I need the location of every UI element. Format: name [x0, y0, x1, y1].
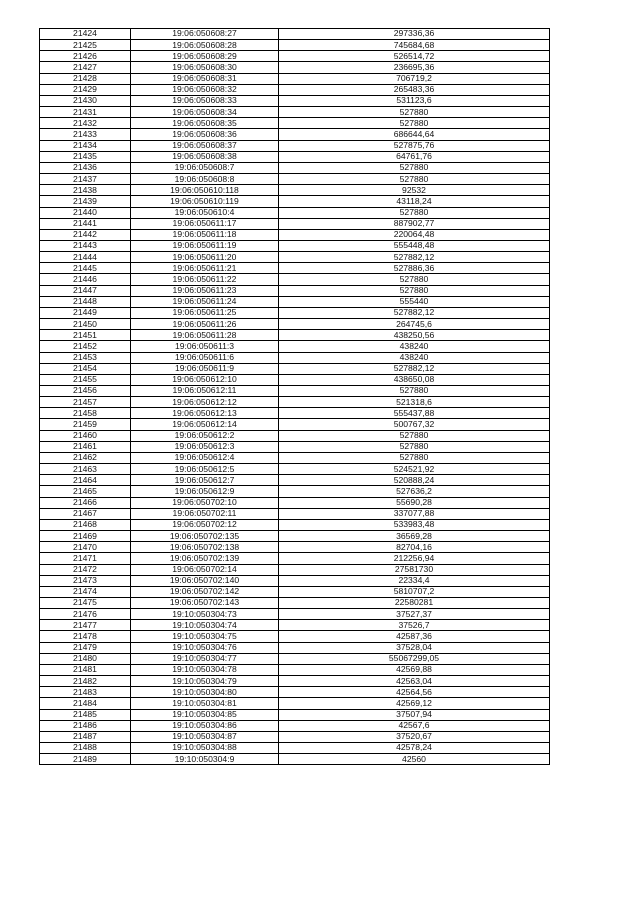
row-number-cell: 21429 — [40, 84, 131, 95]
value-cell: 220064,48 — [279, 229, 550, 240]
value-cell: 42578,24 — [279, 743, 550, 754]
row-number-cell: 21425 — [40, 40, 131, 51]
cadastral-value-table — [39, 28, 550, 765]
value-cell: 527880 — [279, 285, 550, 296]
cadastral-number-cell: 19:06:050702:142 — [131, 586, 279, 597]
table-row — [40, 129, 550, 140]
cadastral-number-cell: 19:06:050612:5 — [131, 464, 279, 475]
value-cell: 265483,36 — [279, 84, 550, 95]
value-cell: 42560 — [279, 754, 550, 765]
row-number-cell: 21441 — [40, 218, 131, 229]
row-number-cell: 21439 — [40, 196, 131, 207]
cadastral-number-cell: 19:10:050304:80 — [131, 687, 279, 698]
table-row — [40, 207, 550, 218]
cadastral-number-cell: 19:06:050702:135 — [131, 531, 279, 542]
table-row — [40, 62, 550, 73]
row-number-cell: 21458 — [40, 408, 131, 419]
value-cell: 555448,48 — [279, 240, 550, 251]
row-number-cell: 21477 — [40, 620, 131, 631]
row-number-cell: 21450 — [40, 319, 131, 330]
row-number-cell: 21479 — [40, 642, 131, 653]
table-row — [40, 285, 550, 296]
row-number-cell: 21464 — [40, 475, 131, 486]
table-row — [40, 107, 550, 118]
value-cell: 887902,77 — [279, 218, 550, 229]
table-row — [40, 352, 550, 363]
table-row — [40, 642, 550, 653]
table-row — [40, 720, 550, 731]
row-number-cell: 21480 — [40, 653, 131, 664]
value-cell: 745684,68 — [279, 40, 550, 51]
cadastral-number-cell: 19:06:050610:118 — [131, 185, 279, 196]
value-cell: 22580281 — [279, 597, 550, 608]
table-row — [40, 475, 550, 486]
value-cell: 533983,48 — [279, 519, 550, 530]
cadastral-number-cell: 19:06:050610:119 — [131, 196, 279, 207]
value-cell: 37520,67 — [279, 731, 550, 742]
row-number-cell: 21459 — [40, 419, 131, 430]
table-row — [40, 731, 550, 742]
table-row — [40, 330, 550, 341]
cadastral-number-cell: 19:10:050304:79 — [131, 676, 279, 687]
table-row — [40, 754, 550, 765]
cadastral-number-cell: 19:10:050304:78 — [131, 664, 279, 675]
row-number-cell: 21475 — [40, 597, 131, 608]
row-number-cell: 21437 — [40, 174, 131, 185]
value-cell: 527886,36 — [279, 263, 550, 274]
value-cell: 297336,36 — [279, 29, 550, 40]
table-row — [40, 698, 550, 709]
row-number-cell: 21426 — [40, 51, 131, 62]
cadastral-number-cell: 19:10:050304:74 — [131, 620, 279, 631]
cadastral-number-cell: 19:06:050702:140 — [131, 575, 279, 586]
value-cell: 555440 — [279, 296, 550, 307]
cadastral-number-cell: 19:06:050611:26 — [131, 319, 279, 330]
value-cell: 22334,4 — [279, 575, 550, 586]
row-number-cell: 21472 — [40, 564, 131, 575]
value-cell: 527875,76 — [279, 140, 550, 151]
value-cell: 526514,72 — [279, 51, 550, 62]
value-cell: 527880 — [279, 162, 550, 173]
table-row — [40, 620, 550, 631]
row-number-cell: 21444 — [40, 252, 131, 263]
row-number-cell: 21447 — [40, 285, 131, 296]
table-row — [40, 597, 550, 608]
table-row — [40, 218, 550, 229]
table-row — [40, 118, 550, 129]
table-row — [40, 486, 550, 497]
table-row — [40, 84, 550, 95]
value-cell: 212256,94 — [279, 553, 550, 564]
table-row — [40, 441, 550, 452]
value-cell: 524521,92 — [279, 464, 550, 475]
cadastral-number-cell: 19:06:050611:18 — [131, 229, 279, 240]
cadastral-number-cell: 19:06:050608:38 — [131, 151, 279, 162]
table-row — [40, 307, 550, 318]
table-row — [40, 419, 550, 430]
cadastral-number-cell: 19:10:050304:9 — [131, 754, 279, 765]
value-cell: 42567,6 — [279, 720, 550, 731]
row-number-cell: 21446 — [40, 274, 131, 285]
table-row — [40, 174, 550, 185]
table-row — [40, 29, 550, 40]
row-number-cell: 21471 — [40, 553, 131, 564]
cadastral-number-cell: 19:06:050610:4 — [131, 207, 279, 218]
value-cell: 527636,2 — [279, 486, 550, 497]
cadastral-number-cell: 19:06:050612:14 — [131, 419, 279, 430]
value-cell: 527880 — [279, 386, 550, 397]
value-cell: 337077,88 — [279, 508, 550, 519]
cadastral-number-cell: 19:06:050611:24 — [131, 296, 279, 307]
cadastral-number-cell: 19:06:050608:32 — [131, 84, 279, 95]
table-row — [40, 341, 550, 352]
cadastral-number-cell: 19:06:050608:34 — [131, 107, 279, 118]
value-cell: 521318,6 — [279, 397, 550, 408]
row-number-cell: 21440 — [40, 207, 131, 218]
table-row — [40, 51, 550, 62]
cadastral-number-cell: 19:06:050611:19 — [131, 240, 279, 251]
value-cell: 527880 — [279, 107, 550, 118]
cadastral-number-cell: 19:06:050612:10 — [131, 374, 279, 385]
cadastral-number-cell: 19:06:050702:14 — [131, 564, 279, 575]
row-number-cell: 21452 — [40, 341, 131, 352]
row-number-cell: 21431 — [40, 107, 131, 118]
row-number-cell: 21489 — [40, 754, 131, 765]
row-number-cell: 21454 — [40, 363, 131, 374]
row-number-cell: 21424 — [40, 29, 131, 40]
table-row — [40, 185, 550, 196]
cadastral-number-cell: 19:06:050612:4 — [131, 452, 279, 463]
value-cell: 37528,04 — [279, 642, 550, 653]
row-number-cell: 21432 — [40, 118, 131, 129]
table-row — [40, 631, 550, 642]
cadastral-number-cell: 19:06:050702:139 — [131, 553, 279, 564]
value-cell: 55067299,05 — [279, 653, 550, 664]
cadastral-number-cell: 19:06:050611:28 — [131, 330, 279, 341]
table-row — [40, 319, 550, 330]
value-cell: 527880 — [279, 452, 550, 463]
value-cell: 42569,12 — [279, 698, 550, 709]
cadastral-number-cell: 19:06:050608:29 — [131, 51, 279, 62]
row-number-cell: 21474 — [40, 586, 131, 597]
table-row — [40, 542, 550, 553]
cadastral-number-cell: 19:06:050611:22 — [131, 274, 279, 285]
cadastral-number-cell: 19:10:050304:85 — [131, 709, 279, 720]
table-row — [40, 553, 550, 564]
value-cell: 531123,6 — [279, 95, 550, 106]
row-number-cell: 21467 — [40, 508, 131, 519]
table-row — [40, 95, 550, 106]
value-cell: 500767,32 — [279, 419, 550, 430]
table-row — [40, 709, 550, 720]
value-cell: 37527,37 — [279, 609, 550, 620]
cadastral-number-cell: 19:06:050612:9 — [131, 486, 279, 497]
cadastral-number-cell: 19:06:050608:31 — [131, 73, 279, 84]
cadastral-number-cell: 19:10:050304:81 — [131, 698, 279, 709]
cadastral-number-cell: 19:06:050612:13 — [131, 408, 279, 419]
cadastral-number-cell: 19:06:050612:12 — [131, 397, 279, 408]
value-cell: 82704,16 — [279, 542, 550, 553]
table-row — [40, 274, 550, 285]
row-number-cell: 21476 — [40, 609, 131, 620]
table-row — [40, 363, 550, 374]
table-row — [40, 609, 550, 620]
cadastral-number-cell: 19:06:050611:9 — [131, 363, 279, 374]
cadastral-number-cell: 19:06:050611:3 — [131, 341, 279, 352]
value-cell: 527880 — [279, 430, 550, 441]
row-number-cell: 21435 — [40, 151, 131, 162]
row-number-cell: 21428 — [40, 73, 131, 84]
cadastral-number-cell: 19:06:050702:10 — [131, 497, 279, 508]
table-body — [40, 29, 550, 765]
value-cell: 527880 — [279, 118, 550, 129]
row-number-cell: 21434 — [40, 140, 131, 151]
cadastral-number-cell: 19:06:050611:6 — [131, 352, 279, 363]
row-number-cell: 21451 — [40, 330, 131, 341]
cadastral-number-cell: 19:10:050304:76 — [131, 642, 279, 653]
row-number-cell: 21460 — [40, 430, 131, 441]
table-row — [40, 162, 550, 173]
value-cell: 686644,64 — [279, 129, 550, 140]
row-number-cell: 21433 — [40, 129, 131, 140]
table-row — [40, 452, 550, 463]
value-cell: 43118,24 — [279, 196, 550, 207]
cadastral-number-cell: 19:06:050608:33 — [131, 95, 279, 106]
cadastral-number-cell: 19:06:050608:37 — [131, 140, 279, 151]
table-row — [40, 140, 550, 151]
cadastral-number-cell: 19:10:050304:88 — [131, 743, 279, 754]
table-row — [40, 73, 550, 84]
value-cell: 527882,12 — [279, 252, 550, 263]
row-number-cell: 21465 — [40, 486, 131, 497]
row-number-cell: 21463 — [40, 464, 131, 475]
value-cell: 438250,56 — [279, 330, 550, 341]
table-row — [40, 687, 550, 698]
value-cell: 520888,24 — [279, 475, 550, 486]
row-number-cell: 21486 — [40, 720, 131, 731]
cadastral-number-cell: 19:06:050702:143 — [131, 597, 279, 608]
cadastral-number-cell: 19:06:050611:17 — [131, 218, 279, 229]
value-cell: 42587,36 — [279, 631, 550, 642]
row-number-cell: 21445 — [40, 263, 131, 274]
row-number-cell: 21461 — [40, 441, 131, 452]
table-row — [40, 408, 550, 419]
value-cell: 37526,7 — [279, 620, 550, 631]
value-cell: 438240 — [279, 352, 550, 363]
cadastral-number-cell: 19:06:050608:36 — [131, 129, 279, 140]
cadastral-number-cell: 19:10:050304:73 — [131, 609, 279, 620]
row-number-cell: 21478 — [40, 631, 131, 642]
value-cell: 527880 — [279, 174, 550, 185]
value-cell: 236695,36 — [279, 62, 550, 73]
table-row — [40, 508, 550, 519]
row-number-cell: 21456 — [40, 386, 131, 397]
value-cell: 527880 — [279, 207, 550, 218]
table-row — [40, 263, 550, 274]
value-cell: 64761,76 — [279, 151, 550, 162]
row-number-cell: 21453 — [40, 352, 131, 363]
value-cell: 42563,04 — [279, 676, 550, 687]
cadastral-number-cell: 19:06:050611:20 — [131, 252, 279, 263]
table-row — [40, 564, 550, 575]
row-number-cell: 21448 — [40, 296, 131, 307]
cadastral-number-cell: 19:10:050304:75 — [131, 631, 279, 642]
value-cell: 527880 — [279, 441, 550, 452]
value-cell: 42569,88 — [279, 664, 550, 675]
row-number-cell: 21436 — [40, 162, 131, 173]
cadastral-number-cell: 19:06:050608:27 — [131, 29, 279, 40]
row-number-cell: 21485 — [40, 709, 131, 720]
table-row — [40, 743, 550, 754]
cadastral-number-cell: 19:06:050611:21 — [131, 263, 279, 274]
value-cell: 438240 — [279, 341, 550, 352]
cadastral-number-cell: 19:10:050304:87 — [131, 731, 279, 742]
row-number-cell: 21449 — [40, 307, 131, 318]
table-row — [40, 196, 550, 207]
row-number-cell: 21473 — [40, 575, 131, 586]
cadastral-number-cell: 19:06:050612:3 — [131, 441, 279, 452]
value-cell: 42564,56 — [279, 687, 550, 698]
row-number-cell: 21442 — [40, 229, 131, 240]
cadastral-number-cell: 19:10:050304:86 — [131, 720, 279, 731]
table-row — [40, 374, 550, 385]
cadastral-number-cell: 19:06:050611:23 — [131, 285, 279, 296]
value-cell: 37507,94 — [279, 709, 550, 720]
row-number-cell: 21484 — [40, 698, 131, 709]
table-row — [40, 531, 550, 542]
value-cell: 55690,28 — [279, 497, 550, 508]
table-row — [40, 386, 550, 397]
value-cell: 527882,12 — [279, 363, 550, 374]
table-row — [40, 676, 550, 687]
row-number-cell: 21427 — [40, 62, 131, 73]
table-row — [40, 240, 550, 251]
table-row — [40, 586, 550, 597]
value-cell: 5810707,2 — [279, 586, 550, 597]
cadastral-number-cell: 19:06:050608:35 — [131, 118, 279, 129]
value-cell: 527882,12 — [279, 307, 550, 318]
cadastral-number-cell: 19:06:050608:7 — [131, 162, 279, 173]
row-number-cell: 21482 — [40, 676, 131, 687]
row-number-cell: 21455 — [40, 374, 131, 385]
table-row — [40, 430, 550, 441]
table-row — [40, 397, 550, 408]
cadastral-number-cell: 19:06:050612:11 — [131, 386, 279, 397]
table-row — [40, 40, 550, 51]
table-row — [40, 464, 550, 475]
row-number-cell: 21468 — [40, 519, 131, 530]
row-number-cell: 21438 — [40, 185, 131, 196]
cadastral-number-cell: 19:06:050702:138 — [131, 542, 279, 553]
row-number-cell: 21443 — [40, 240, 131, 251]
table-row — [40, 252, 550, 263]
row-number-cell: 21469 — [40, 531, 131, 542]
table-row — [40, 519, 550, 530]
row-number-cell: 21462 — [40, 452, 131, 463]
table-row — [40, 575, 550, 586]
table-row — [40, 151, 550, 162]
row-number-cell: 21430 — [40, 95, 131, 106]
table-row — [40, 653, 550, 664]
cadastral-number-cell: 19:06:050612:7 — [131, 475, 279, 486]
cadastral-number-cell: 19:06:050702:12 — [131, 519, 279, 530]
cadastral-number-cell: 19:06:050608:8 — [131, 174, 279, 185]
row-number-cell: 21481 — [40, 664, 131, 675]
table-row — [40, 664, 550, 675]
cadastral-number-cell: 19:06:050702:11 — [131, 508, 279, 519]
value-cell: 706719,2 — [279, 73, 550, 84]
value-cell: 527880 — [279, 274, 550, 285]
table-row — [40, 229, 550, 240]
value-cell: 27581730 — [279, 564, 550, 575]
cadastral-number-cell: 19:06:050611:25 — [131, 307, 279, 318]
value-cell: 92532 — [279, 185, 550, 196]
row-number-cell: 21466 — [40, 497, 131, 508]
row-number-cell: 21483 — [40, 687, 131, 698]
row-number-cell: 21488 — [40, 743, 131, 754]
cadastral-number-cell: 19:06:050608:28 — [131, 40, 279, 51]
cadastral-number-cell: 19:06:050608:30 — [131, 62, 279, 73]
row-number-cell: 21457 — [40, 397, 131, 408]
cadastral-number-cell: 19:10:050304:77 — [131, 653, 279, 664]
cadastral-number-cell: 19:06:050612:2 — [131, 430, 279, 441]
row-number-cell: 21487 — [40, 731, 131, 742]
value-cell: 36569,28 — [279, 531, 550, 542]
table-row — [40, 296, 550, 307]
row-number-cell: 21470 — [40, 542, 131, 553]
value-cell: 264745,6 — [279, 319, 550, 330]
value-cell: 555437,88 — [279, 408, 550, 419]
table-row — [40, 497, 550, 508]
value-cell: 438650,08 — [279, 374, 550, 385]
